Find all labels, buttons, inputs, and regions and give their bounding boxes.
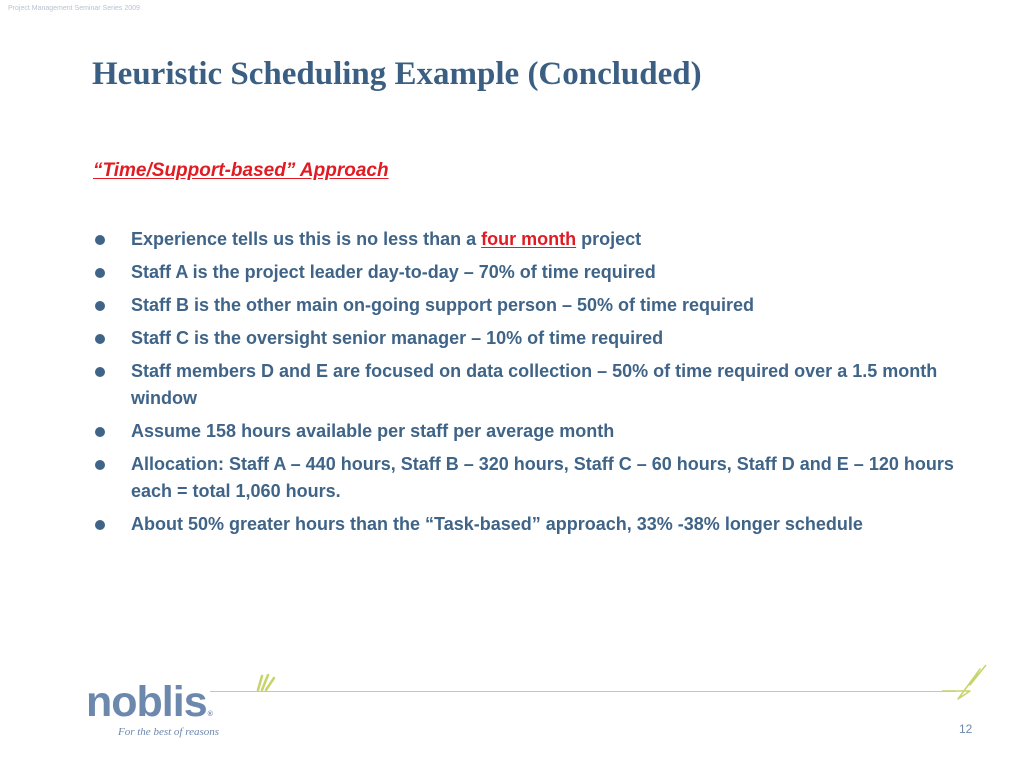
bullet-dot-icon bbox=[95, 367, 105, 377]
bullet-item bbox=[93, 292, 983, 319]
bullet-text: Allocation: Staff A – 440 hours, Staff B – 320 hours, Staff C – 60 hours, Staff D and E – 120 hours each = total 1,060 hours. bbox=[131, 454, 954, 501]
bullet-dot-icon bbox=[95, 334, 105, 344]
logo-sprig-icon bbox=[254, 672, 276, 692]
logo-registered-mark: ® bbox=[207, 711, 212, 718]
footer-swoosh-icon bbox=[940, 663, 988, 703]
bullet-item bbox=[93, 511, 983, 538]
bullet-item bbox=[93, 259, 983, 286]
bullet-item bbox=[93, 358, 983, 412]
bullet-dot-icon bbox=[95, 427, 105, 437]
logo-tagline: For the best of reasons bbox=[118, 726, 220, 738]
bullet-text: Staff C is the oversight senior manager – 10% of time required bbox=[131, 328, 664, 348]
bullet-dot-icon bbox=[95, 301, 105, 311]
bullet-text: Assume 158 hours available per staff per average month bbox=[131, 421, 615, 441]
header-note: Project Management Seminar Series 2009 bbox=[8, 5, 140, 12]
bullet-text: About 50% greater hours than the “Task-based” approach, 33% -38% longer schedule bbox=[131, 514, 863, 534]
bullet-text: Experience tells us this is no less than a bbox=[131, 229, 482, 249]
bullet-text: Staff A is the project leader day-to-day – 70% of time required bbox=[131, 262, 656, 282]
bullet-item bbox=[93, 451, 983, 505]
approach-subtitle: “Time/Support-based” Approach bbox=[93, 160, 389, 181]
page-number: 12 bbox=[959, 722, 973, 736]
bullet-emphasis-text: four month bbox=[481, 229, 577, 249]
slide-title: Heuristic Scheduling Example (Concluded) bbox=[92, 56, 702, 92]
bullet-dot-icon bbox=[95, 235, 105, 245]
bullet-text: Staff B is the other main on-going support person – 50% of time required bbox=[131, 295, 755, 315]
bullet-text: project bbox=[576, 229, 642, 249]
bullet-list bbox=[93, 226, 983, 544]
logo-text: noblis bbox=[86, 678, 207, 726]
bullet-dot-icon bbox=[95, 460, 105, 470]
bullet-dot-icon bbox=[95, 520, 105, 530]
bullet-dot-icon bbox=[95, 268, 105, 278]
footer-divider bbox=[210, 691, 956, 692]
bullet-item bbox=[93, 226, 983, 253]
bullet-text: Staff members D and E are focused on data collection – 50% of time required over a 1.5 month window bbox=[131, 361, 938, 408]
bullet-item bbox=[93, 418, 983, 445]
bullet-item bbox=[93, 325, 983, 352]
